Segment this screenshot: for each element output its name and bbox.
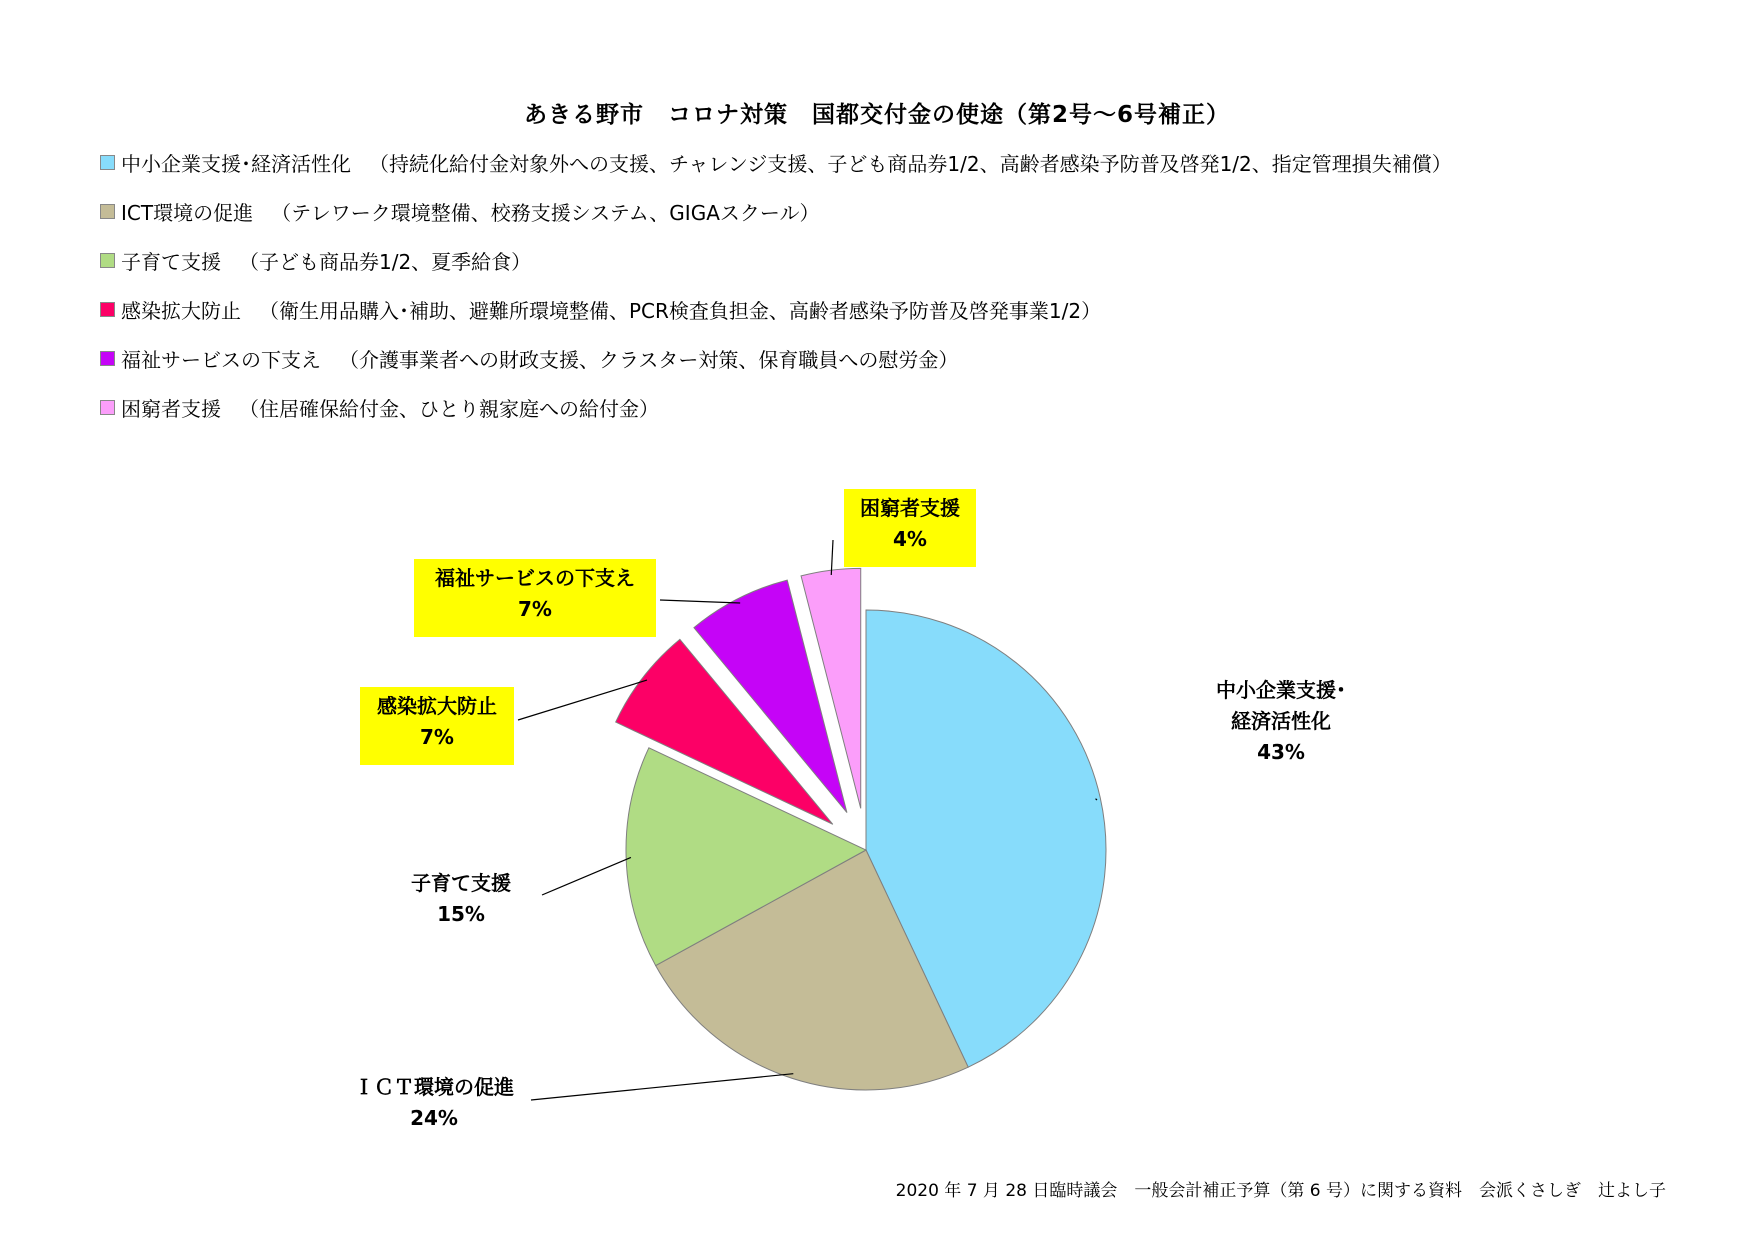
data-label xyxy=(1216,678,1346,764)
footer-note: 2020 年 7 月 28 日臨時議会 一般会計補正予算（第 6 号）に関する資料 会派くさしぎ 辻よし子 xyxy=(895,1181,1666,1201)
data-label-text: ＩＣＴ環境の促進 xyxy=(354,1075,514,1099)
data-label-text: 福祉サービスの下支え xyxy=(435,566,635,590)
legend-label: 感染拡大防止 xyxy=(121,298,241,323)
data-label xyxy=(844,489,976,567)
legend-detail: （持続化給付金対象外への支援、チャレンジ支援、子ども商品券1/2、高齢者感染予防普及啓発1/2、指定管理損失補償） xyxy=(369,151,1452,176)
data-label-percent: 15% xyxy=(437,902,485,926)
legend-detail: （衛生用品購入･補助、避難所環境整備、PCR検査負担金、高齢者感染予防普及啓発事業1/2） xyxy=(259,298,1102,323)
leader-line xyxy=(542,857,631,895)
chart-title: あきる野市 コロナ対策 国都交付金の使途（第2号～6号補正） xyxy=(523,102,1230,128)
data-label xyxy=(411,871,511,926)
leader-line xyxy=(531,1074,793,1100)
data-label xyxy=(360,687,514,765)
data-label-text: 感染拡大防止 xyxy=(377,694,497,718)
legend-detail: （テレワーク環境整備、校務支援システム、GIGAスクール） xyxy=(271,200,820,225)
data-label-percent: 43% xyxy=(1257,740,1305,764)
data-label-percent: 7% xyxy=(420,725,454,749)
legend-label: 子育て支援 xyxy=(121,249,221,274)
data-label-text: 子育て支援 xyxy=(411,871,511,895)
legend-label: 福祉サービスの下支え xyxy=(121,347,321,372)
legend-label: 中小企業支援･経済活性化 xyxy=(121,151,351,176)
data-label-text: 中小企業支援･ xyxy=(1216,678,1346,702)
legend-detail: （住居確保給付金、ひとり親家庭への給付金） xyxy=(239,396,659,421)
data-label-percent: 24% xyxy=(410,1106,458,1130)
data-label-percent: 7% xyxy=(518,597,552,621)
legend-label: 困窮者支援 xyxy=(121,396,221,421)
data-label xyxy=(354,1075,514,1130)
legend-detail: （子ども商品券1/2、夏季給食） xyxy=(239,249,532,274)
data-label-text: 困窮者支援 xyxy=(860,496,960,520)
legend-detail: （介護事業者への財政支援、クラスター対策、保育職員への慰労金） xyxy=(339,347,959,372)
data-label-text: 経済活性化 xyxy=(1231,709,1331,733)
leader-line xyxy=(660,600,740,603)
legend-label: ICT環境の促進 xyxy=(121,200,254,225)
data-label xyxy=(414,559,656,637)
data-label-percent: 4% xyxy=(893,527,927,551)
